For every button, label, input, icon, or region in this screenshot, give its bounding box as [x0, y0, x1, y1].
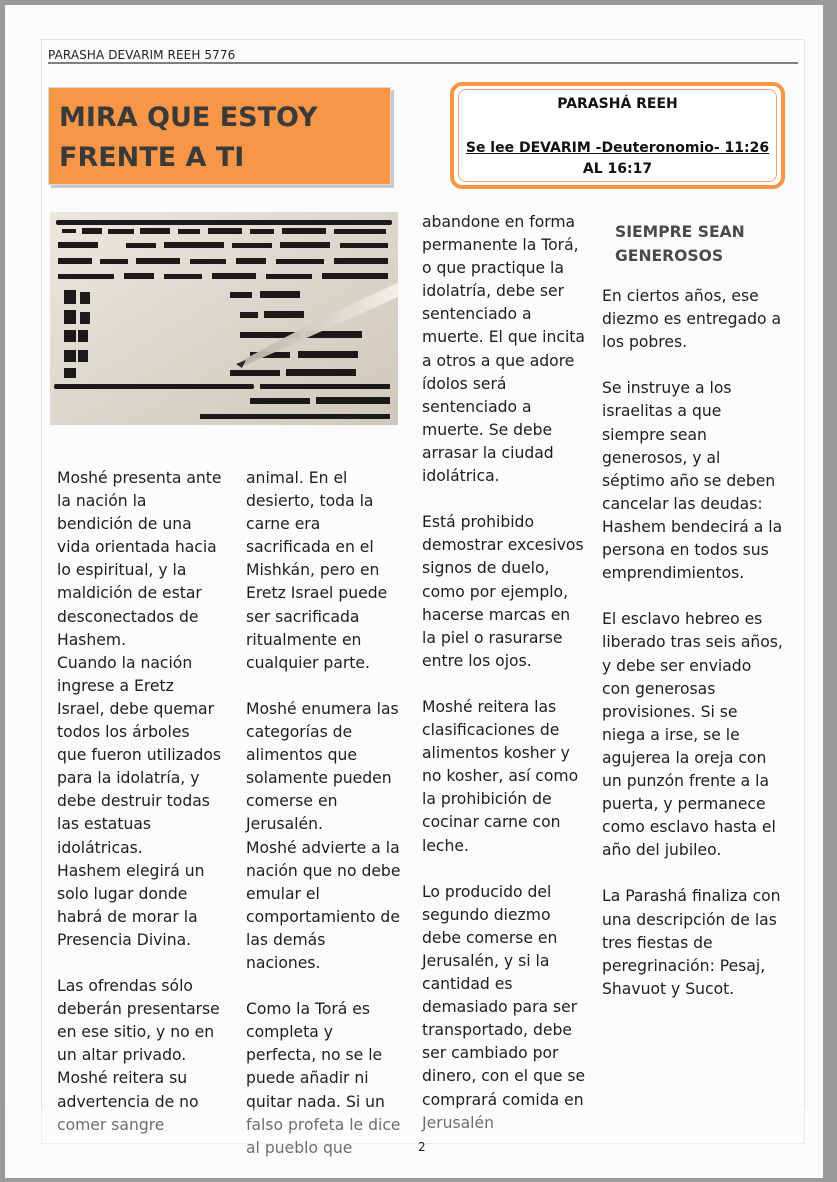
parasha-info-box — [450, 82, 785, 189]
page-title — [59, 98, 379, 178]
title-line-2: FRENTE A TI — [59, 142, 245, 173]
page-number: 2 — [418, 1140, 426, 1154]
article-column-3: abandone en forma permanente la Torá, o que practique la idolatría, debe ser sentenciado a muerte. El que incita a otros a que adore ídolos será sentenciado a muerte. Se debe arrasar la ciudad idolátrica. Está prohibido demostrar excesivos signos de duelo, como por ejemplo, hacerse marcas en la piel o rasurarse entre los ojos. Moshé reitera las clasificaciones de alimentos kosher y no kosher, así como la prohibición de cocinar carne con leche. Lo producido del segundo diezmo debe comerse en Jerusalén, y si la cantidad es demasiado para ser transportado, debe ser cambiado por dinero, con el que se comprará comida en Jerusalén — [422, 213, 586, 1132]
article-column-1: Moshé presenta ante la nación la bendición de una vida orientada hacia lo espiritual, y la maldición de estar desconectados de Hashem. Cuando la nación ingrese a Eretz Israel, debe quemar todos los árboles que fueron utilizados para la idolatría, y debe destruir todas las estatuas idolátricas. Hashem elegirá un solo lugar donde habrá de morar la Presencia Divina. Las ofrendas sólo deberán presentarse en ese sitio, y no en un altar privado. Moshé reitera su advertencia de no comer sangre — [57, 469, 222, 1134]
torah-scroll-image — [50, 212, 398, 425]
torah-scroll-picture — [50, 212, 398, 425]
page-bottom-shade — [5, 1108, 823, 1178]
document-page — [5, 5, 823, 1178]
reading-line-2: AL 16:17 — [582, 161, 653, 177]
running-header: PARASHA DEVARIM REEH 5776 — [48, 48, 236, 62]
article-column-4: En ciertos años, ese diezmo es entregado a los pobres. Se instruye a los israelitas a que siempre sean generosos, y al séptimo año se deben cancelar las deudas: Hashem bendecirá a la persona en todos sus emprendimientos. El esclavo hebreo es liberado tras seis años, y debe ser enviado con generosas provisiones. Si se niega a irse, se le agujerea la oreja con un punzón frente a la puerta, y permanece como esclavo hasta el año del jubileo. La Parashá finaliza con una descripción de las tres fiestas de peregrinación: Pesaj, Shavuot y Sucot. — [602, 287, 783, 998]
title-line-1: MIRA QUE ESTOY — [59, 102, 318, 133]
section-heading: SIEMPRE SEAN GENEROSOS — [615, 223, 745, 265]
article-column-2: animal. En el desierto, toda la carne era sacrificada en el Mishkán, pero en Eretz Israel puede ser sacrificada ritualmente en cualquier parte. Moshé enumera las categorías de alimentos que solamente pueden comerse en Jerusalén. Moshé advierte a la nación que no debe emular el comportamiento de las demás naciones. Como la Torá es completa y perfecta, no se le puede añadir ni quitar nada. Si un falso profeta le dice al pueblo que — [246, 469, 401, 1157]
reading-reference — [454, 138, 781, 180]
title-box — [48, 87, 391, 185]
header-rule — [48, 62, 798, 64]
info-title: PARASHÁ REEH — [557, 96, 678, 112]
reading-line-1: Se lee DEVARIM -Deuteronomio- 11:26 — [465, 140, 770, 156]
